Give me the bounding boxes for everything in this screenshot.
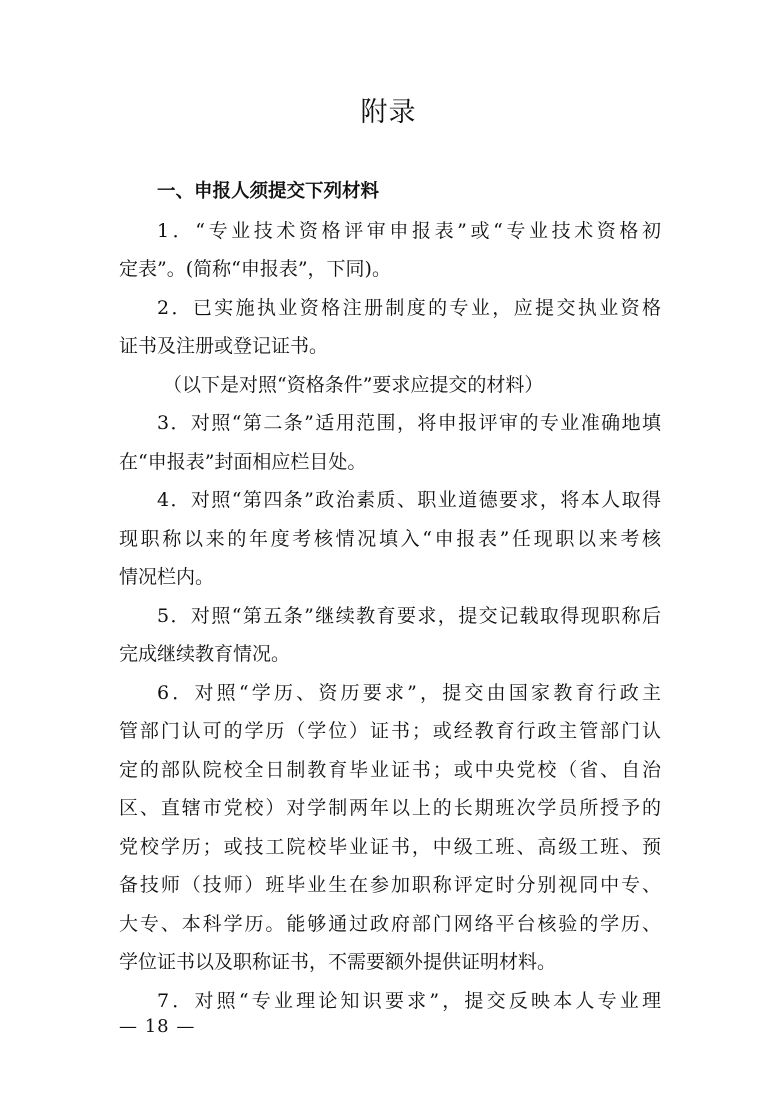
paragraph-line: 2．已实施执业资格注册制度的专业，应提交执业资格 [157,296,661,319]
paragraph-line: 大专、本科学历。能够通过政府部门网络平台核验的学历、 [119,912,661,935]
paragraph-line: 5．对照“第五条”继续教育要求，提交记载取得现职称后 [157,604,661,627]
document-body [119,173,661,1020]
note-line: （以下是对照“资格条件”要求应提交的材料） [163,373,544,396]
paragraph-line: 6．对照“学历、资历要求”，提交由国家教育行政主 [157,681,661,704]
paragraph-line: 区、直辖市党校）对学制两年以上的长期班次学员所授予的 [119,797,661,819]
paragraph-line: 定的部队院校全日制教育毕业证书；或中央党校（省、自治 [119,758,661,781]
paragraph-line: 在“申报表”封面相应栏目处。 [119,450,367,473]
paragraph-line: 完成继续教育情况。 [119,643,291,665]
paragraph-line: 定表”。(简称“申报表”，下同)。 [119,258,391,280]
page-title: 附录 [360,97,417,128]
page-number: — 18 — [119,1016,196,1037]
paragraph-line: 学位证书以及职称证书，不需要额外提供证明材料。 [119,951,557,973]
paragraph-line: 党校学历；或技工院校毕业证书，中级工班、高级工班、预 [119,835,661,858]
paragraph-line: 4．对照“第四条”政治素质、职业道德要求，将本人取得 [157,489,661,511]
paragraph-line: 情况栏内。 [119,566,215,588]
paragraph-line: 管部门认可的学历（学位）证书；或经教育行政主管部门认 [119,720,661,742]
paragraph-line: 7．对照“专业理论知识要求”，提交反映本人专业理 [157,989,661,1012]
paragraph-line: 备技师（技师）班毕业生在参加职称评定时分别视同中专、 [119,874,661,896]
paragraph-line: 现职称以来的年度考核情况填入“申报表”任现职以来考核 [119,527,661,550]
section-heading: 一、申报人须提交下列材料 [157,181,380,202]
paragraph-line: 3．对照“第二条”适用范围，将申报评审的专业准确地填 [157,412,661,434]
paragraph-line: 1．“专业技术资格评审申报表”或“专业技术资格初 [157,219,661,242]
paragraph-line: 证书及注册或登记证书。 [119,335,329,357]
